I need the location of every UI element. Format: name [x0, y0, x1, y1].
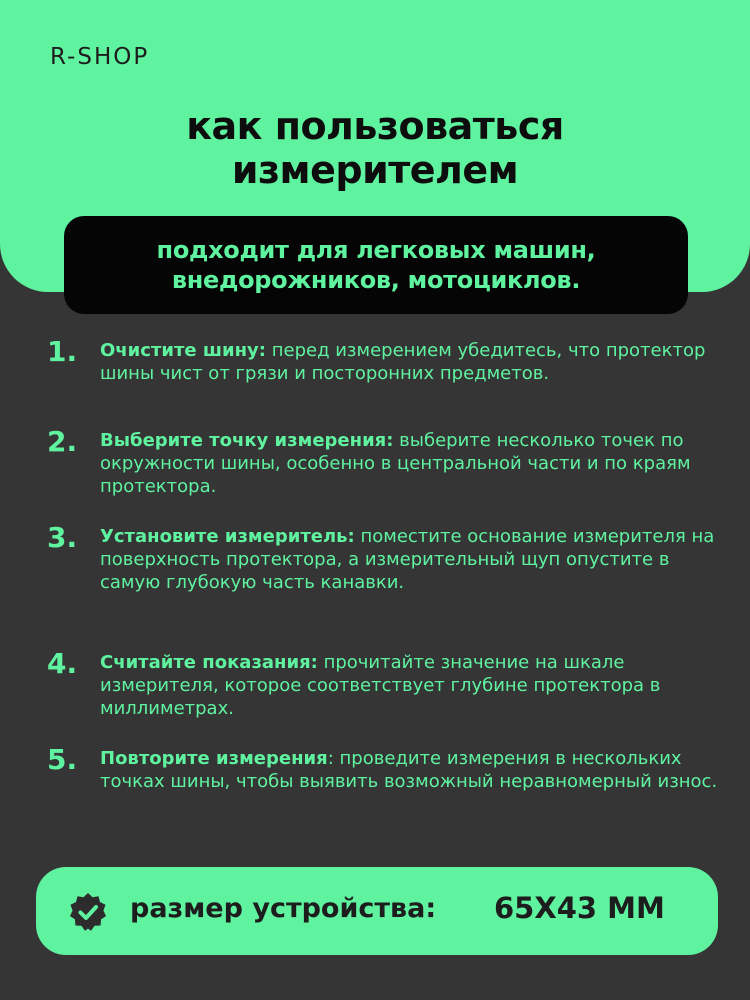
step-heading: Выберите точку измерения: [100, 430, 394, 451]
step-text [100, 747, 720, 793]
size-value: 65X43 MM [494, 891, 665, 925]
step-body: прочитайте значение на шкале измерителя, которое соответствует глубине протектора в миллиметрах. [100, 652, 661, 719]
step-number: 5. [47, 743, 78, 776]
step-body: : проведите измерения в нескольких точках шины, чтобы выявить возможный неравномерный износ. [100, 748, 718, 792]
subtitle-box [64, 216, 688, 314]
step-number: 4. [47, 647, 78, 680]
check-badge-icon [66, 890, 110, 934]
step-number: 1. [47, 335, 78, 368]
step-text [100, 651, 720, 720]
step-heading: Очистите шину: [100, 340, 266, 361]
title-line-2: измерителем [231, 148, 519, 192]
step-text [100, 429, 720, 498]
page-title [0, 104, 750, 192]
size-label: размер устройства: [130, 893, 437, 924]
subtitle-line-2: внедорожников, мотоциклов. [171, 266, 581, 294]
step-heading: Считайте показания: [100, 652, 318, 673]
step-body: поместите основание измерителя на поверхность протектора, а измерительный щуп опустите в самую глубокую часть канавки. [100, 526, 715, 593]
step-body: выберите несколько точек по окружности шины, особенно в центральной части и по краям протектора. [100, 430, 691, 497]
step-heading: Повторите измерения [100, 748, 328, 769]
step-text [100, 339, 720, 385]
brand-name: R-SHOP [50, 44, 150, 70]
step-heading: Установите измеритель: [100, 526, 355, 547]
title-line-1: как пользоваться [186, 104, 564, 148]
step-number: 2. [47, 425, 78, 458]
subtitle [157, 235, 596, 295]
step-body: перед измерением убедитесь, что протектор шины чист от грязи и посторонних предметов. [100, 340, 706, 384]
step-text [100, 525, 720, 594]
step-number: 3. [47, 521, 78, 554]
subtitle-line-1: подходит для легковых машин, [156, 236, 596, 264]
